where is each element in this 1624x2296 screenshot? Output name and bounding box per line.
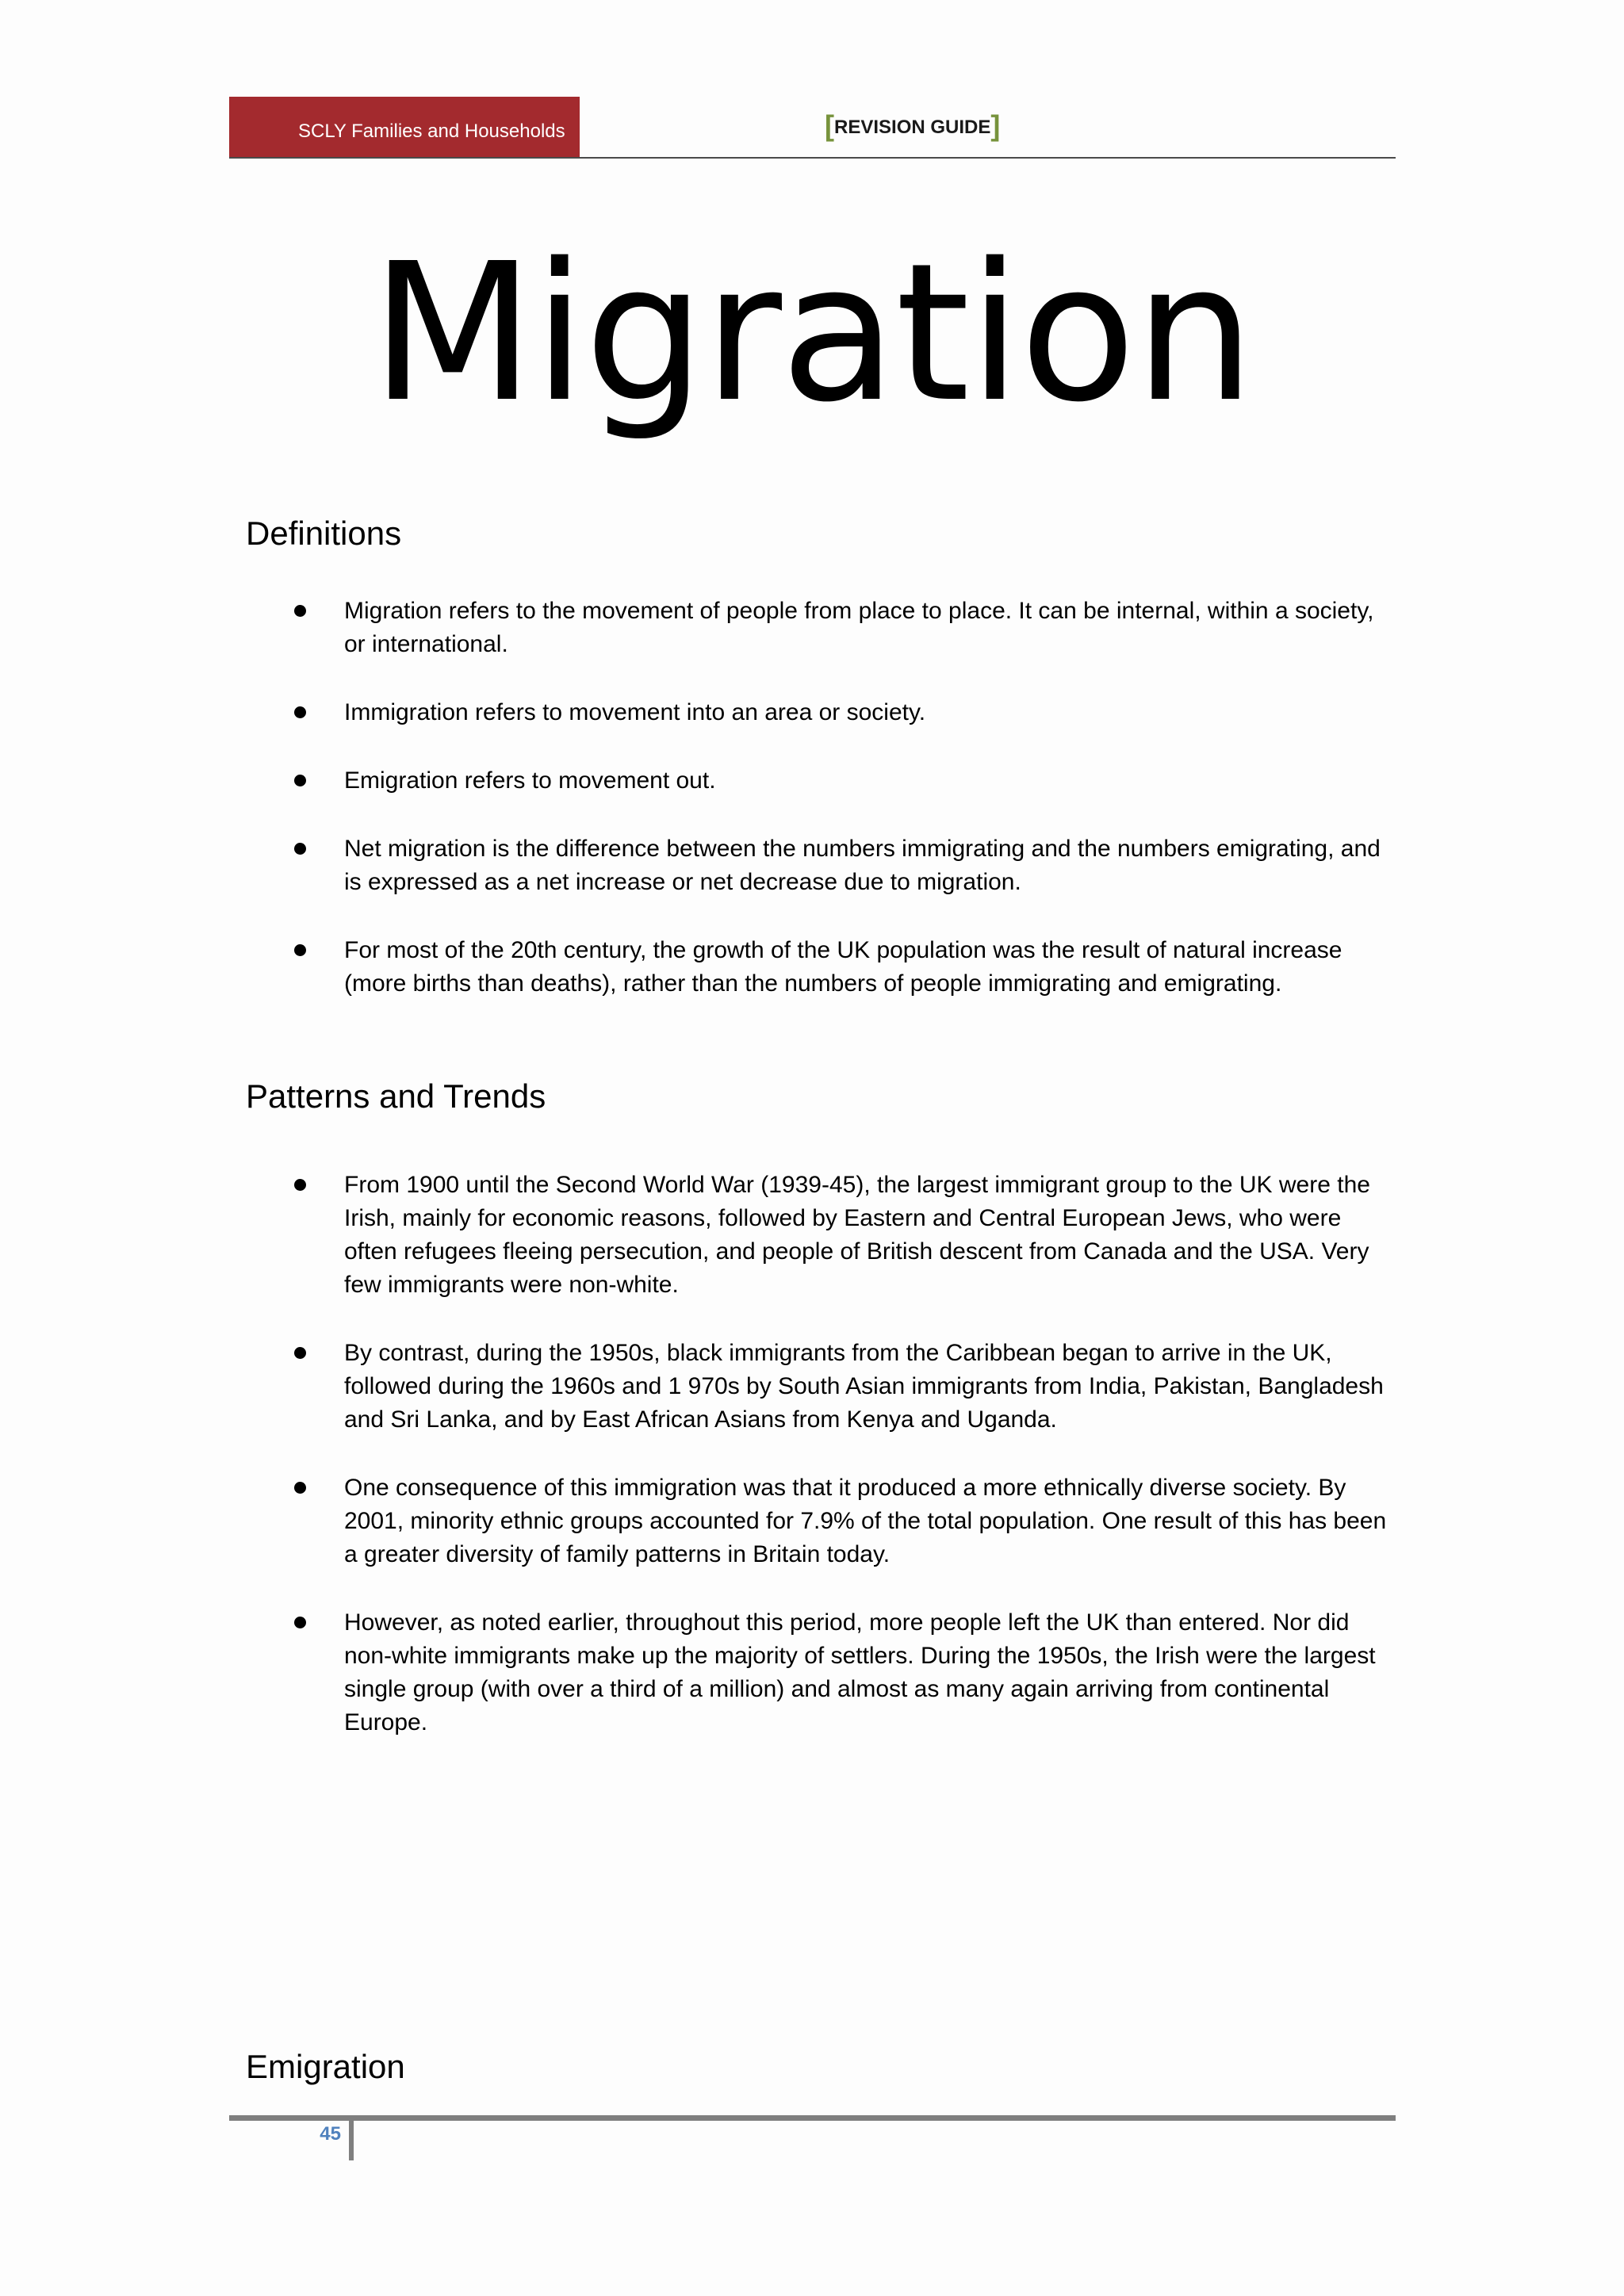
header-bracket-close: ] (990, 109, 1001, 142)
list-item (246, 1337, 1388, 1437)
bullet-icon (294, 1482, 306, 1494)
list-item (246, 696, 1388, 729)
page-header (229, 97, 1396, 159)
list-item (246, 764, 1388, 798)
list-item (246, 934, 1388, 1001)
footer-rule (229, 2115, 1396, 2121)
page-number: 45 (320, 2123, 341, 2145)
bullet-icon (294, 605, 306, 617)
header-revision-guide (825, 109, 1000, 143)
list-item-text: However, as noted earlier, throughout this period, more people left the UK than entered. Nor did non-white immigrants make up the majority of settlers. During the 1950s, the Irish were the largest single group (with over a third of a million) and almost as many again arriving from continental Europe. (344, 1609, 1376, 1735)
page-title: Migration (370, 222, 1254, 444)
list-item (246, 1169, 1388, 1302)
section-heading-patterns: Patterns and Trends (246, 1077, 546, 1115)
list-item-text: For most of the 20th century, the growth of the UK population was the result of natural increase (more births than deaths), rather than the numbers of people immigrating and emigrating. (344, 937, 1342, 997)
footer-divider (349, 2121, 354, 2160)
list-item-text: Migration refers to the movement of people from place to place. It can be internal, within a society, or international. (344, 598, 1374, 657)
list-item (246, 1471, 1388, 1571)
section-heading-emigration: Emigration (246, 2048, 405, 2085)
list-item (246, 1606, 1388, 1739)
list-item (246, 832, 1388, 899)
bullet-icon (294, 843, 306, 855)
list-item-text: By contrast, during the 1950s, black immigrants from the Caribbean began to arrive in the UK, followed during the 1960s and 1 970s by South Asian immigrants from India, Pakistan, Bangladesh and Sri Lanka, and by East African Asians from Kenya and Uganda. (344, 1340, 1384, 1433)
header-course-tab (229, 97, 580, 157)
section-heading-definitions: Definitions (246, 515, 402, 552)
bullet-icon (294, 1617, 306, 1628)
bullet-icon (294, 706, 306, 718)
list-item-text: From 1900 until the Second World War (1939-45), the largest immigrant group to the UK were the Irish, mainly for economic reasons, followed by Eastern and Central European Jews, who were often refugees fleeing persecution, and people of British descent from Canada and the USA. Very few immigrants were non-white. (344, 1172, 1370, 1298)
list-item-text: Immigration refers to movement into an area or society. (344, 699, 926, 725)
list-item-text: One consequence of this immigration was that it produced a more ethnically diverse society. By 2001, minority ethnic groups accounted for 7.9% of the total population. One result of this has been a greater diversity of family patterns in Britain today. (344, 1475, 1387, 1567)
header-guide-label: REVISION GUIDE (834, 117, 991, 138)
bullet-icon (294, 1347, 306, 1359)
header-course-label: SCLY Families and Households (298, 121, 565, 142)
list-item (246, 595, 1388, 661)
header-bracket-open: [ (825, 109, 834, 142)
bullet-icon (294, 944, 306, 956)
bullet-icon (294, 775, 306, 786)
list-item-text: Net migration is the difference between the numbers immigrating and the numbers emigrating, and is expressed as a net increase or net decrease due to migration. (344, 836, 1381, 895)
bullet-icon (294, 1179, 306, 1191)
patterns-list (246, 1169, 1388, 1774)
definitions-list (246, 595, 1388, 1035)
list-item-text: Emigration refers to movement out. (344, 767, 716, 794)
